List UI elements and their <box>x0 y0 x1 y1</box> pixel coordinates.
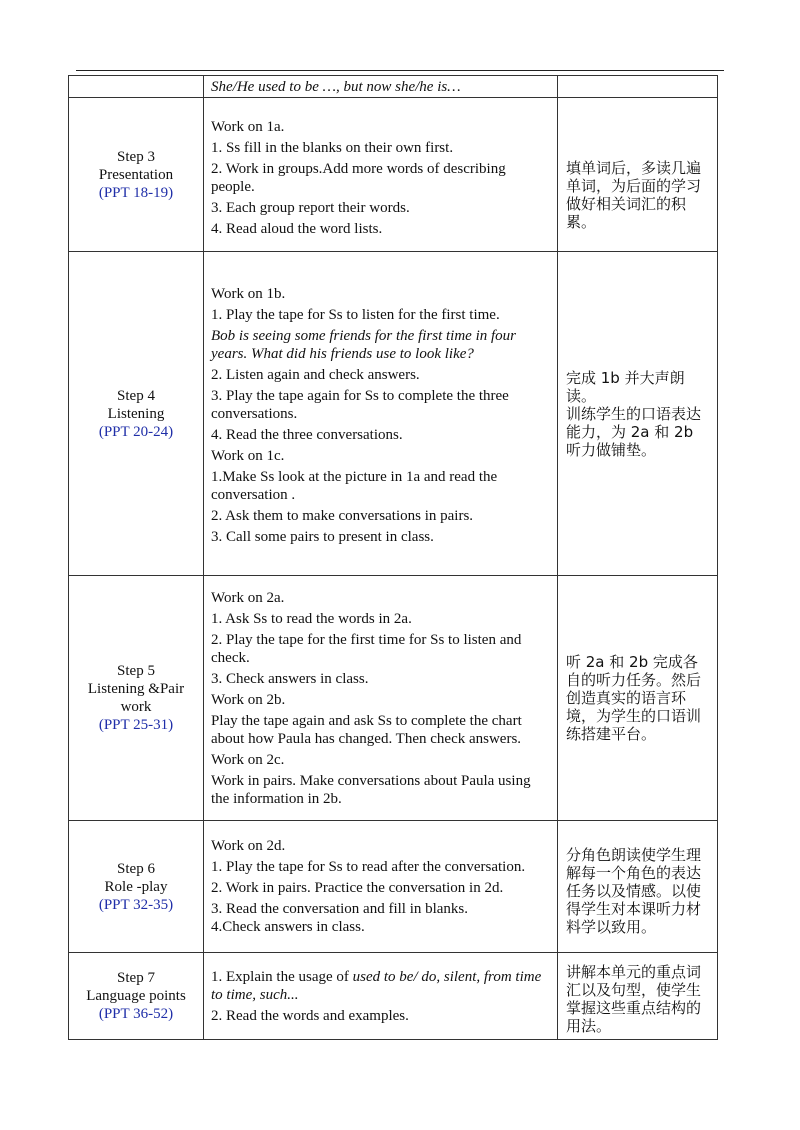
process-line: 4. Read the three conversations. <box>211 427 403 443</box>
process-cell <box>204 576 558 821</box>
note-text: 完成 1b 并大声朗读。 <box>566 368 685 405</box>
table-row <box>69 252 718 576</box>
note-cell <box>558 76 718 98</box>
process-line: Work on 1c. <box>211 448 285 464</box>
table-row <box>69 821 718 953</box>
ppt-range: (PPT 25-31) <box>98 717 174 733</box>
table-row <box>69 98 718 252</box>
ppt-range: (PPT 36-52) <box>98 1006 174 1022</box>
note-cell <box>558 576 718 821</box>
ppt-range: (PPT 32-35) <box>98 896 174 913</box>
process-line: Work on 1a. <box>211 118 285 135</box>
step-section: work <box>120 699 152 715</box>
process-line: 3. Each group report their words. <box>211 199 410 216</box>
process-line: 1.Make Ss look at the picture in 1a and read the conversation . <box>211 469 498 503</box>
process-line: Work in pairs. Make conversations about Paula using the information in 2b. <box>211 772 531 807</box>
note-text: 填单词后，多读几遍单词，为后面的学习做好相关词汇的积累。 <box>566 158 702 231</box>
step-cell <box>69 953 204 1040</box>
process-cell <box>204 98 558 252</box>
note-cell <box>558 252 718 576</box>
process-line: Work on 2d. <box>211 838 286 854</box>
note-text: 讲解本单元的重点词汇以及句型，使学生掌握这些重点结构的用法。 <box>566 963 702 1035</box>
process-line: 1. Play the tape for Ss to read after the conversation. <box>211 859 526 875</box>
step-number: Step 6 <box>117 860 155 877</box>
step-cell <box>69 98 204 252</box>
note-cell <box>558 953 718 1040</box>
process-line: 2. Play the tape for the first time for Ss to listen and check. <box>211 631 522 666</box>
process-cell <box>204 76 558 98</box>
process-line: 4. Read aloud the word lists. <box>211 220 383 237</box>
process-line: Play the tape again and ask Ss to complete the chart about how Paula has changed. Then check answers. <box>211 712 522 747</box>
process-line: 4.Check answers in class. <box>211 919 365 935</box>
process-line: 2. Listen again and check answers. <box>211 367 420 383</box>
process-line: Work on 2b. <box>211 691 286 708</box>
process-cell <box>204 953 558 1040</box>
step-cell <box>69 252 204 576</box>
table-row <box>69 576 718 821</box>
process-line: 2. Ask them to make conversations in pairs. <box>211 508 474 524</box>
step-cell <box>69 576 204 821</box>
step-section: Role -play <box>104 878 168 895</box>
step-number: Step 5 <box>117 663 155 679</box>
process-line: Bob is seeing some friends for the first time in four years. What did his friends use to look like? <box>211 328 516 362</box>
step-section: Listening <box>107 405 165 422</box>
process-cell <box>204 252 558 576</box>
ppt-range: (PPT 20-24) <box>98 423 174 440</box>
process-line: 2. Work in groups.Add more words of describing people. <box>211 160 506 195</box>
process-text-italic: used to be/ do, silent, from time to time, such... <box>211 968 542 1003</box>
note-text: 听 2a 和 2b 完成各自的听力任务。然后创造真实的语言环境，为学生的口语训练搭建平台。 <box>566 653 702 743</box>
note-cell <box>558 821 718 953</box>
process-line: 3. Play the tape again for Ss to complete the three conversations. <box>211 388 509 422</box>
process-line: 1. Ask Ss to read the words in 2a. <box>211 610 412 627</box>
process-line: 2. Work in pairs. Practice the conversation in 2d. <box>211 880 504 896</box>
process-text: 1. Explain the usage of <box>211 968 353 985</box>
step-cell <box>69 76 204 98</box>
step-number: Step 4 <box>117 387 155 404</box>
process-line: 3. Read the conversation and fill in blanks. <box>211 901 469 917</box>
step-cell <box>69 821 204 953</box>
header-rule <box>76 70 724 71</box>
table-row <box>69 76 718 98</box>
process-line: 2. Read the words and examples. <box>211 1007 409 1024</box>
process-line <box>211 968 551 1004</box>
step-section: Language points <box>86 988 186 1004</box>
process-line: Work on 2a. <box>211 589 285 606</box>
process-line: 3. Call some pairs to present in class. <box>211 529 434 545</box>
note-text: 训练学生的口语表达能力，为 2a 和 2b 听力做铺垫。 <box>566 404 702 459</box>
table-row <box>69 953 718 1040</box>
step-section: Presentation <box>98 166 174 183</box>
ppt-range: (PPT 18-19) <box>98 184 174 201</box>
process-line: 1. Ss fill in the blanks on their own first. <box>211 139 454 156</box>
process-line: 3. Check answers in class. <box>211 670 369 687</box>
note-text: 分角色朗读使学生理解每一个角色的表达任务以及情感。以使得学生对本课听力材料学以致用。 <box>566 845 702 936</box>
note-cell <box>558 98 718 252</box>
process-line: 1. Play the tape for Ss to listen for the first time. <box>211 307 500 323</box>
lesson-plan-table <box>68 75 718 1040</box>
process-line: Work on 2c. <box>211 751 285 768</box>
sentence-pattern: She/He used to be …, but now she/he is… <box>211 78 461 95</box>
process-line: Work on 1b. <box>211 286 286 302</box>
process-cell <box>204 821 558 953</box>
step-number: Step 7 <box>117 970 155 986</box>
step-number: Step 3 <box>117 148 155 165</box>
step-section: Listening &Pair <box>87 681 185 697</box>
